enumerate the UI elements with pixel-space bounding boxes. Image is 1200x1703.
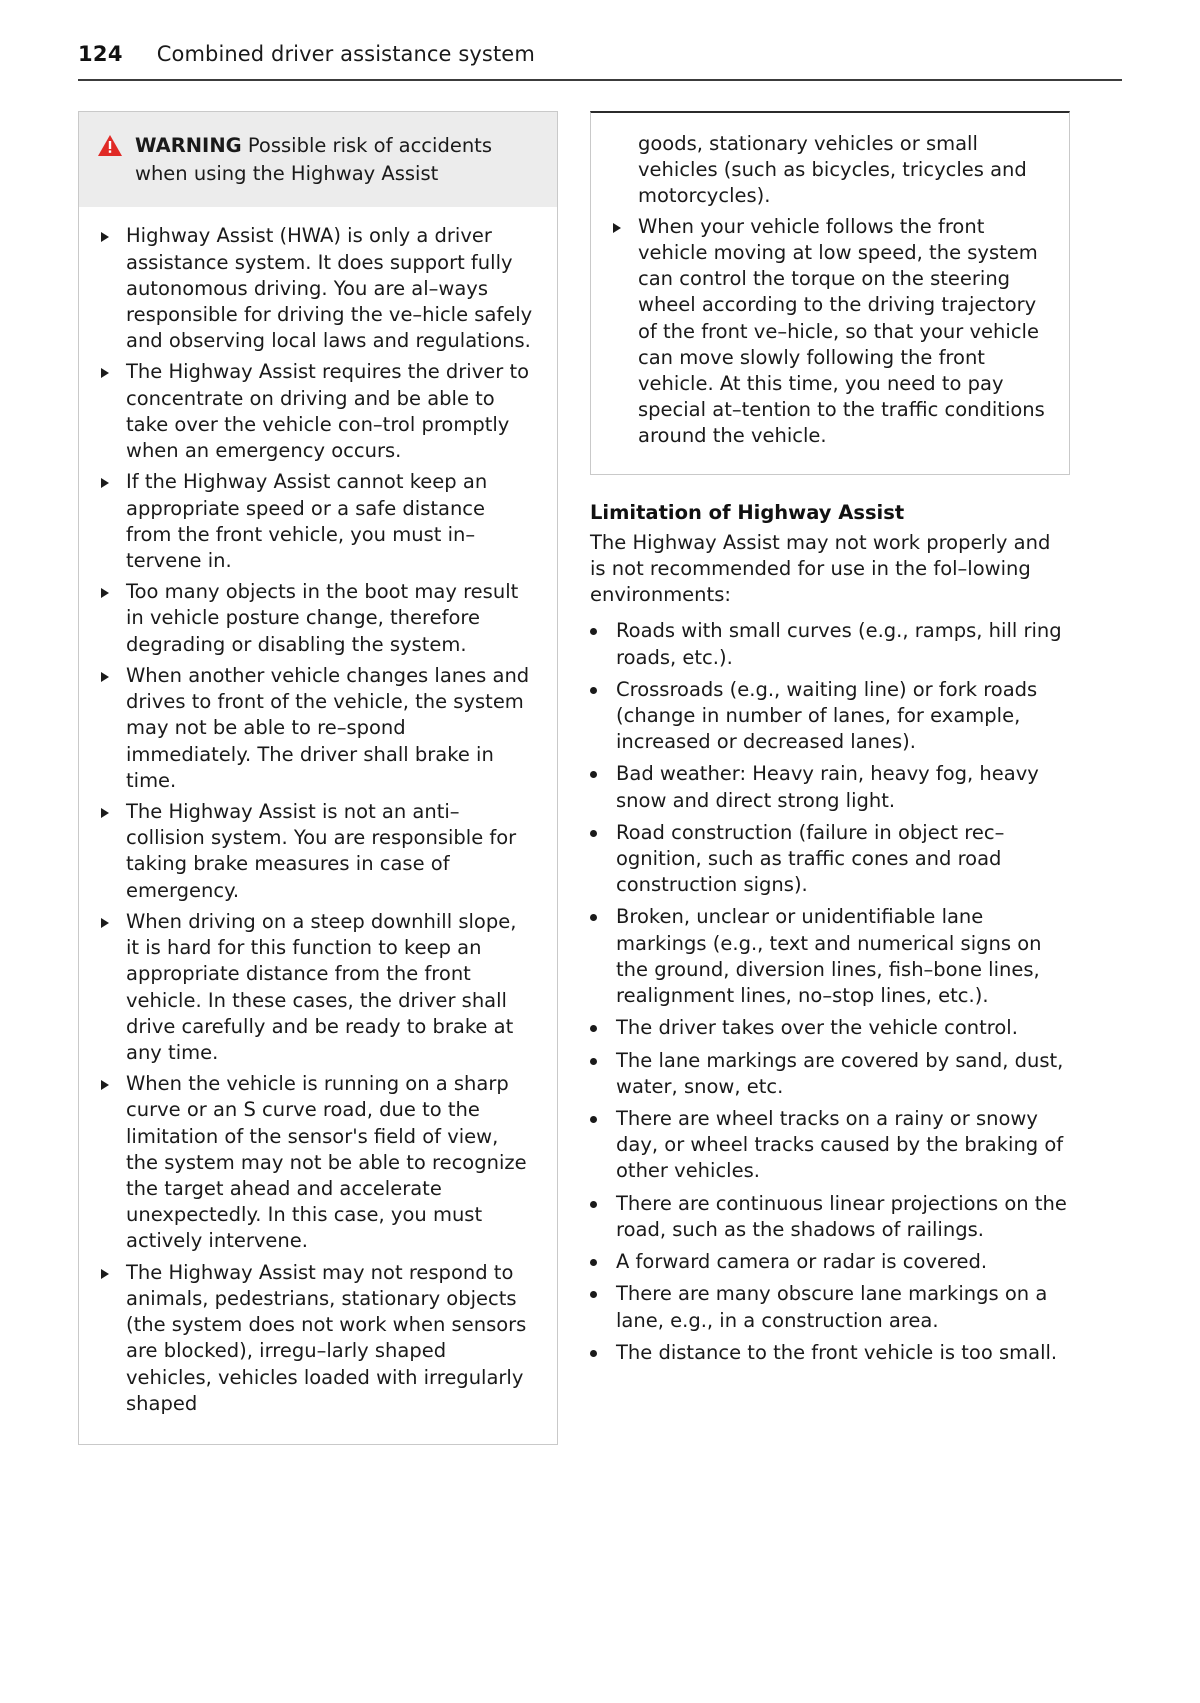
list-item-text: There are wheel tracks on a rainy or snowy day, or wheel tracks caused by the braking of other vehicles. — [616, 1107, 1064, 1183]
bullet-dot-icon — [590, 1259, 602, 1275]
list-item-text: Crossroads (e.g., waiting line) or fork roads (change in number of lanes, for example, increased or decreased lanes). — [616, 677, 1038, 754]
warning-label: WARNING — [135, 134, 242, 157]
list-item — [99, 223, 535, 354]
list-item-text: Highway Assist (HWA) is only a driver assistance system. It does support fully autonomous driving. You are al–ways responsible for driving the ve–hicle safely and observing local laws and regulations. — [126, 224, 533, 353]
list-item — [99, 799, 535, 904]
list-item — [99, 1071, 535, 1255]
warning-heading-rest: Possible risk of accidents when using the Highway Assist — [135, 134, 492, 185]
list-item — [99, 469, 535, 574]
bullet-dot-icon — [590, 1025, 602, 1041]
page-title: Combined driver assistance system — [156, 42, 535, 66]
bullet-dot-icon — [590, 1350, 602, 1366]
list-item-text: Roads with small curves (e.g., ramps, hill ring roads, etc.). — [616, 619, 1062, 669]
bullet-dot-icon — [590, 628, 602, 670]
right-column — [590, 111, 1070, 1372]
bullet-dot-icon — [590, 1058, 602, 1100]
list-item — [590, 1340, 1070, 1366]
bullet-dot-icon — [590, 914, 602, 1009]
list-item — [590, 1048, 1070, 1100]
triangle-bullet-icon — [99, 367, 113, 464]
list-item — [590, 1249, 1070, 1275]
content-columns — [78, 111, 1122, 1445]
list-item-text: Too many objects in the boot may result in vehicle posture change, therefore degrading or disabling the system. — [126, 580, 519, 656]
list-item-text: The Highway Assist may not respond to animals, pedestrians, stationary objects (the system does not work when sensors are blocked), irregu–larly shaped vehicles, vehicles loaded with irregularly shaped — [126, 1260, 527, 1415]
triangle-bullet-icon — [99, 807, 113, 904]
list-item — [590, 1281, 1070, 1333]
list-item-text: The driver takes over the vehicle control. — [616, 1016, 1018, 1040]
list-item — [590, 677, 1070, 756]
page-number: 124 — [78, 42, 123, 66]
list-item — [590, 1191, 1070, 1243]
list-item — [590, 618, 1070, 670]
list-item — [99, 1260, 535, 1417]
list-item — [590, 1106, 1070, 1185]
warning-continued-box — [590, 111, 1070, 475]
list-item-text: The lane markings are covered by sand, dust, water, snow, etc. — [616, 1048, 1064, 1098]
list-item — [590, 820, 1070, 899]
list-item — [99, 579, 535, 658]
section-title: Limitation of Highway Assist — [590, 500, 905, 524]
list-item-text: The distance to the front vehicle is too small. — [616, 1340, 1058, 1364]
list-item-text: If the Highway Assist cannot keep an appropriate speed or a safe distance from the front vehicle, you must in–tervene in. — [126, 470, 488, 572]
list-item — [611, 214, 1047, 450]
list-item-text: When the vehicle is running on a sharp curve or an S curve road, due to the limitation of the sensor's field of view, the system may not be able to recognize the target ahead and accelerate unexpectedly. In this case, you must actively intervene. — [126, 1072, 527, 1253]
triangle-bullet-icon — [99, 477, 113, 574]
list-item-text: The Highway Assist requires the driver to concentrate on driving and be able to take over the vehicle con–trol promptly when an emergency occurs. — [126, 360, 530, 463]
list-item-text: There are many obscure lane markings on a lane, e.g., in a construction area. — [616, 1282, 1048, 1332]
bullet-dot-icon — [590, 1116, 602, 1185]
section-intro: The Highway Assist may not work properly and is not recommended for use in the fol–lowing environments: — [590, 530, 1051, 607]
list-item-text: Broken, unclear or unidentifiable lane markings (e.g., text and numerical signs on the ground, diversion lines, fish–bone lines, realignment lines, no–stop lines, etc.). — [616, 905, 1042, 1008]
triangle-bullet-icon — [99, 231, 113, 354]
triangle-bullet-icon — [99, 917, 113, 1066]
list-item — [590, 761, 1070, 813]
list-item-text: Road construction (failure in object rec–ognition, such as traffic cones and road construction signs). — [616, 820, 1005, 897]
limitation-list — [590, 618, 1070, 1366]
triangle-bullet-icon — [99, 1268, 113, 1417]
bullet-dot-icon — [590, 771, 602, 813]
triangle-bullet-icon — [99, 587, 113, 658]
bullet-dot-icon — [590, 830, 602, 899]
warning-triangle-icon — [97, 134, 123, 162]
list-item-text: The Highway Assist is not an anti–collision system. You are responsible for taking brake measures in case of emergency. — [126, 799, 517, 902]
list-item-text: When your vehicle follows the front vehicle moving at low speed, the system can control the torque on the steering wheel according to the driving trajectory of the front ve–hicle, so that your vehicle can move slowly following the front vehicle. At this time, you need to pay special at–tention to the traffic conditions around the vehicle. — [638, 214, 1045, 448]
list-item — [590, 1015, 1070, 1041]
list-item — [99, 909, 535, 1066]
list-item — [611, 131, 1047, 210]
list-item-text: When driving on a steep downhill slope, it is hard for this function to keep an appropriate distance from the front vehicle. In these cases, the driver shall drive carefully and be ready to brake at any time. — [126, 909, 517, 1064]
list-item — [590, 904, 1070, 1009]
page-header — [78, 42, 1122, 81]
triangle-bullet-icon — [99, 1079, 113, 1255]
bullet-dot-icon — [590, 687, 602, 756]
warning-list — [79, 207, 557, 1417]
warning-heading — [135, 132, 535, 187]
list-item-text: Bad weather: Heavy rain, heavy fog, heavy snow and direct strong light. — [616, 762, 1039, 812]
warning-header — [79, 112, 557, 207]
list-item-text: goods, stationary vehicles or small vehicles (such as bicycles, tricycles and motorcycles). — [638, 132, 1027, 208]
warning-box — [78, 111, 558, 1445]
bullet-dot-icon — [590, 1201, 602, 1243]
triangle-bullet-icon — [611, 222, 625, 450]
list-item-text: When another vehicle changes lanes and drives to front of the vehicle, the system may not be able to re–spond immediately. The driver shall brake in time. — [126, 663, 530, 792]
list-item-text: There are continuous linear projections on the road, such as the shadows of railings. — [616, 1191, 1067, 1241]
left-column — [78, 111, 558, 1445]
list-item — [99, 359, 535, 464]
list-item — [99, 663, 535, 794]
triangle-bullet-icon — [99, 671, 113, 794]
warning-continued-list — [611, 131, 1047, 450]
list-item-text: A forward camera or radar is covered. — [616, 1250, 988, 1274]
bullet-dot-icon — [590, 1291, 602, 1333]
